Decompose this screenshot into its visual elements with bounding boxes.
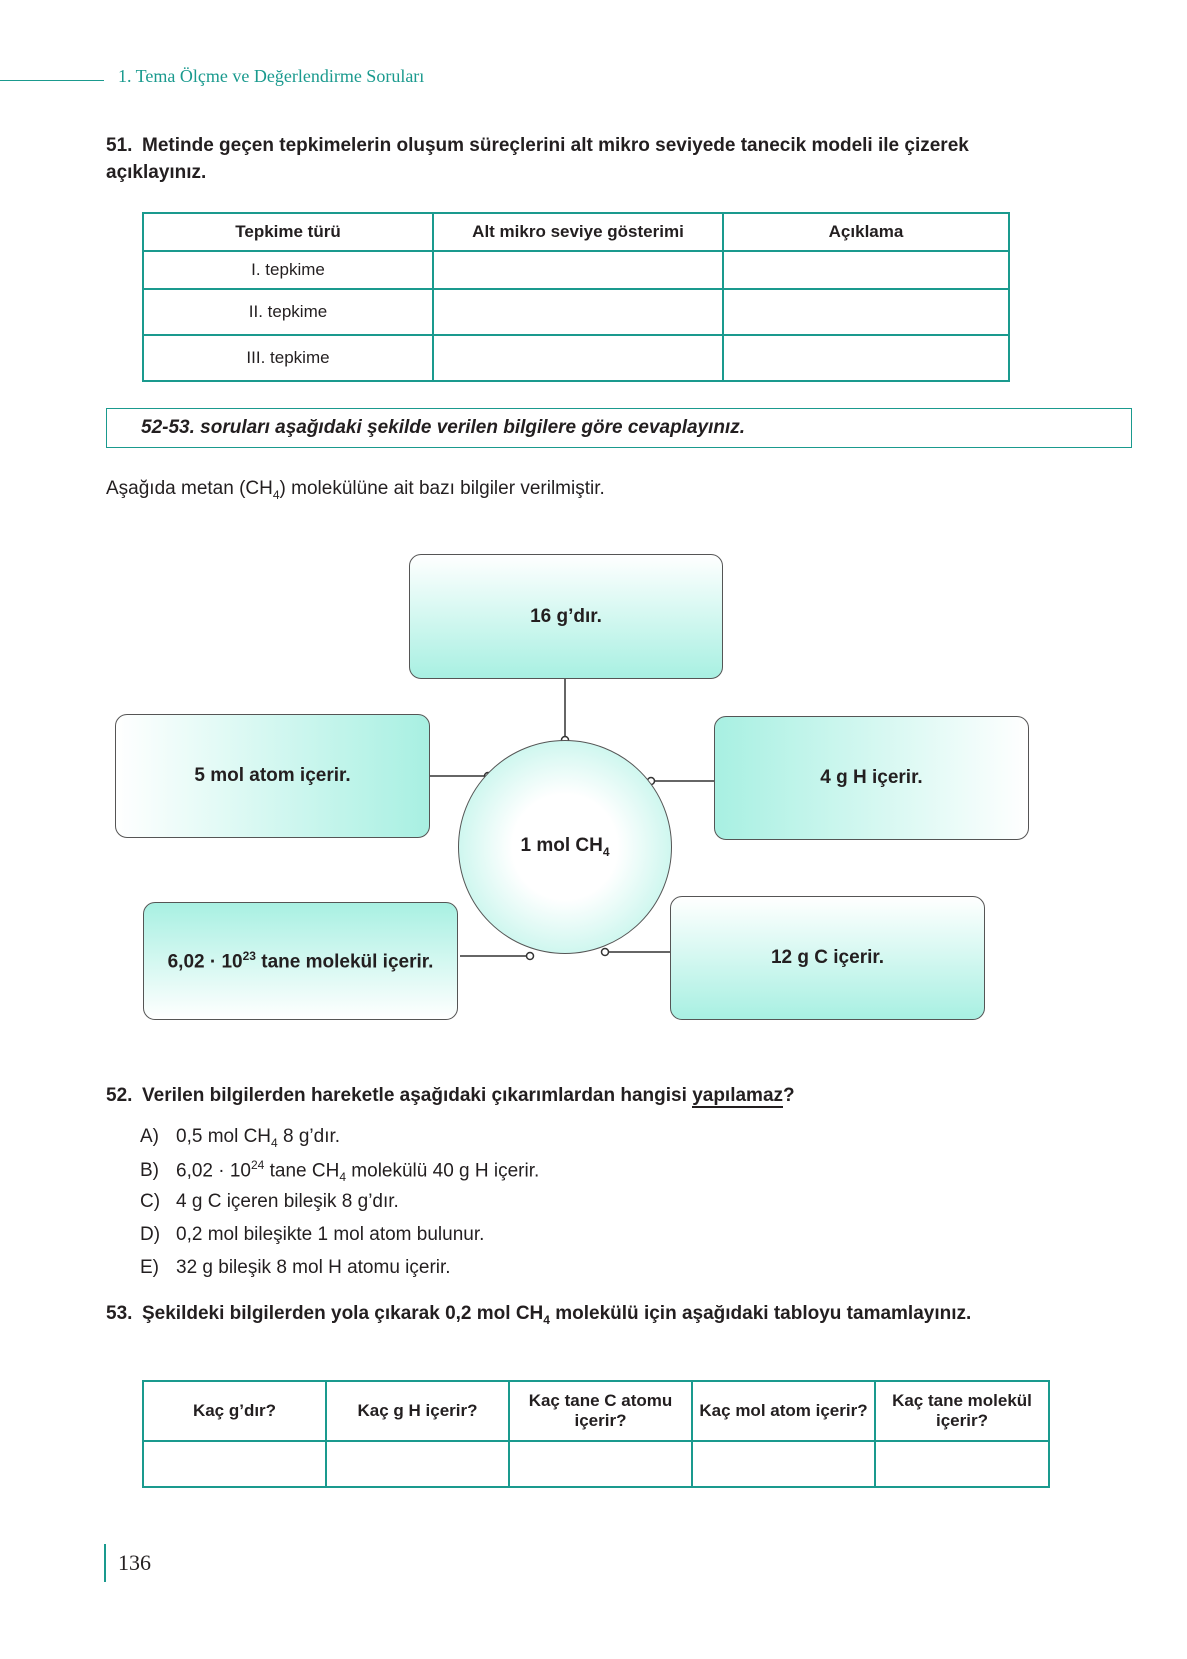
question-text: molekülü için aşağıdaki tabloyu tamamlayınız. xyxy=(549,1303,972,1324)
label-part: 6,02 · 10 xyxy=(167,951,243,973)
option-d[interactable] xyxy=(140,1224,484,1246)
table-header: Alt mikro seviye gösterimi xyxy=(433,213,723,251)
option-text: 0,5 mol CH xyxy=(176,1126,272,1147)
underlined-word: yapılamaz xyxy=(692,1085,784,1106)
question-text: Verilen bilgilerden hareketle aşağıdaki çıkarımlardan hangisi xyxy=(142,1085,693,1106)
node-bottom-right xyxy=(670,896,985,1020)
answer-cell[interactable] xyxy=(509,1441,692,1487)
option-text: 0,2 mol bileşikte 1 mol atom bulunur. xyxy=(176,1224,485,1245)
question-number: 52. xyxy=(106,1085,133,1106)
table-cell: I. tepkime xyxy=(143,251,433,289)
option-c[interactable] xyxy=(140,1191,399,1213)
option-text: 6,02 · 10 xyxy=(176,1160,251,1182)
subscript: 4 xyxy=(271,1135,278,1150)
question-52 xyxy=(106,1082,1066,1109)
joint-dot xyxy=(527,953,534,960)
option-letter: B) xyxy=(140,1160,159,1182)
label-part: tane molekül içerir. xyxy=(255,951,434,973)
info-box-text: 52-53. soruları aşağıdaki şekilde verilen bilgilere göre cevaplayınız. xyxy=(141,417,746,438)
question-text: ? xyxy=(783,1085,795,1106)
q53-table xyxy=(142,1380,1050,1488)
option-letter: E) xyxy=(140,1257,159,1278)
subscript: 4 xyxy=(272,487,280,502)
question-number: 53. xyxy=(106,1303,133,1324)
label-part: 1 mol CH xyxy=(520,835,603,857)
page-number-bar xyxy=(104,1544,106,1582)
option-text: tane CH xyxy=(264,1160,340,1182)
option-a[interactable] xyxy=(140,1126,340,1150)
question-text: Şekildeki bilgilerden yola çıkarak 0,2 mol CH xyxy=(142,1303,544,1324)
option-text: 4 g C içeren bileşik 8 g’dır. xyxy=(176,1191,399,1212)
option-text: 8 g’dır. xyxy=(277,1126,341,1147)
center-label xyxy=(520,835,609,859)
table-header: Kaç g H içerir? xyxy=(326,1381,509,1441)
table-header: Kaç g’dır? xyxy=(143,1381,326,1441)
option-e[interactable] xyxy=(140,1257,451,1279)
option-text: molekülü 40 g H içerir. xyxy=(346,1160,540,1182)
node-label xyxy=(168,949,434,973)
table-header: Kaç mol atom içerir? xyxy=(692,1381,875,1441)
node-left xyxy=(115,714,430,838)
table-header: Tepkime türü xyxy=(143,213,433,251)
option-b[interactable] xyxy=(140,1158,539,1184)
subscript: 4 xyxy=(602,844,610,859)
table-cell: II. tepkime xyxy=(143,289,433,335)
table-header: Kaç tane molekül içerir? xyxy=(875,1381,1049,1441)
joint-dot xyxy=(602,949,609,956)
subscript: 4 xyxy=(543,1312,550,1327)
table-cell: III. tepkime xyxy=(143,335,433,381)
answer-cell[interactable] xyxy=(143,1441,326,1487)
answer-cell[interactable] xyxy=(692,1441,875,1487)
superscript: 24 xyxy=(251,1158,265,1172)
table-header: Açıklama xyxy=(723,213,1009,251)
option-letter: A) xyxy=(140,1126,159,1147)
node-label: 4 g H içerir. xyxy=(820,767,923,788)
option-letter: D) xyxy=(140,1224,161,1245)
question-53 xyxy=(106,1300,1106,1334)
answer-cell[interactable] xyxy=(875,1441,1049,1487)
node-top xyxy=(409,554,723,679)
option-text: 32 g bileşik 8 mol H atomu içerir. xyxy=(176,1257,451,1278)
question-text: Metinde geçen tepkimelerin oluşum süreçlerini alt mikro seviyede tanecik modeli ile çizerek açıklayınız. xyxy=(106,135,969,183)
table-header: Kaç tane C atomu içerir? xyxy=(509,1381,692,1441)
answer-cell[interactable] xyxy=(326,1441,509,1487)
node-right xyxy=(714,716,1029,840)
node-label: 5 mol atom içerir. xyxy=(194,765,351,786)
node-label: 16 g’dır. xyxy=(530,605,602,627)
subscript: 4 xyxy=(339,1170,347,1185)
table-row xyxy=(143,1441,1049,1487)
option-letter: C) xyxy=(140,1191,161,1212)
header-title: 1. Tema Ölçme ve Değerlendirme Soruları xyxy=(118,66,425,86)
intro-part: ) molekülüne ait bazı bilgiler verilmiştir. xyxy=(279,478,605,499)
intro-part: Aşağıda metan (CH xyxy=(106,478,273,499)
question-number: 51. xyxy=(106,135,133,156)
node-label: 12 g C içerir. xyxy=(770,947,884,968)
node-bottom-left xyxy=(143,902,458,1020)
superscript: 23 xyxy=(242,948,256,963)
page-number: 136 xyxy=(118,1550,151,1575)
center-circle xyxy=(458,740,672,954)
